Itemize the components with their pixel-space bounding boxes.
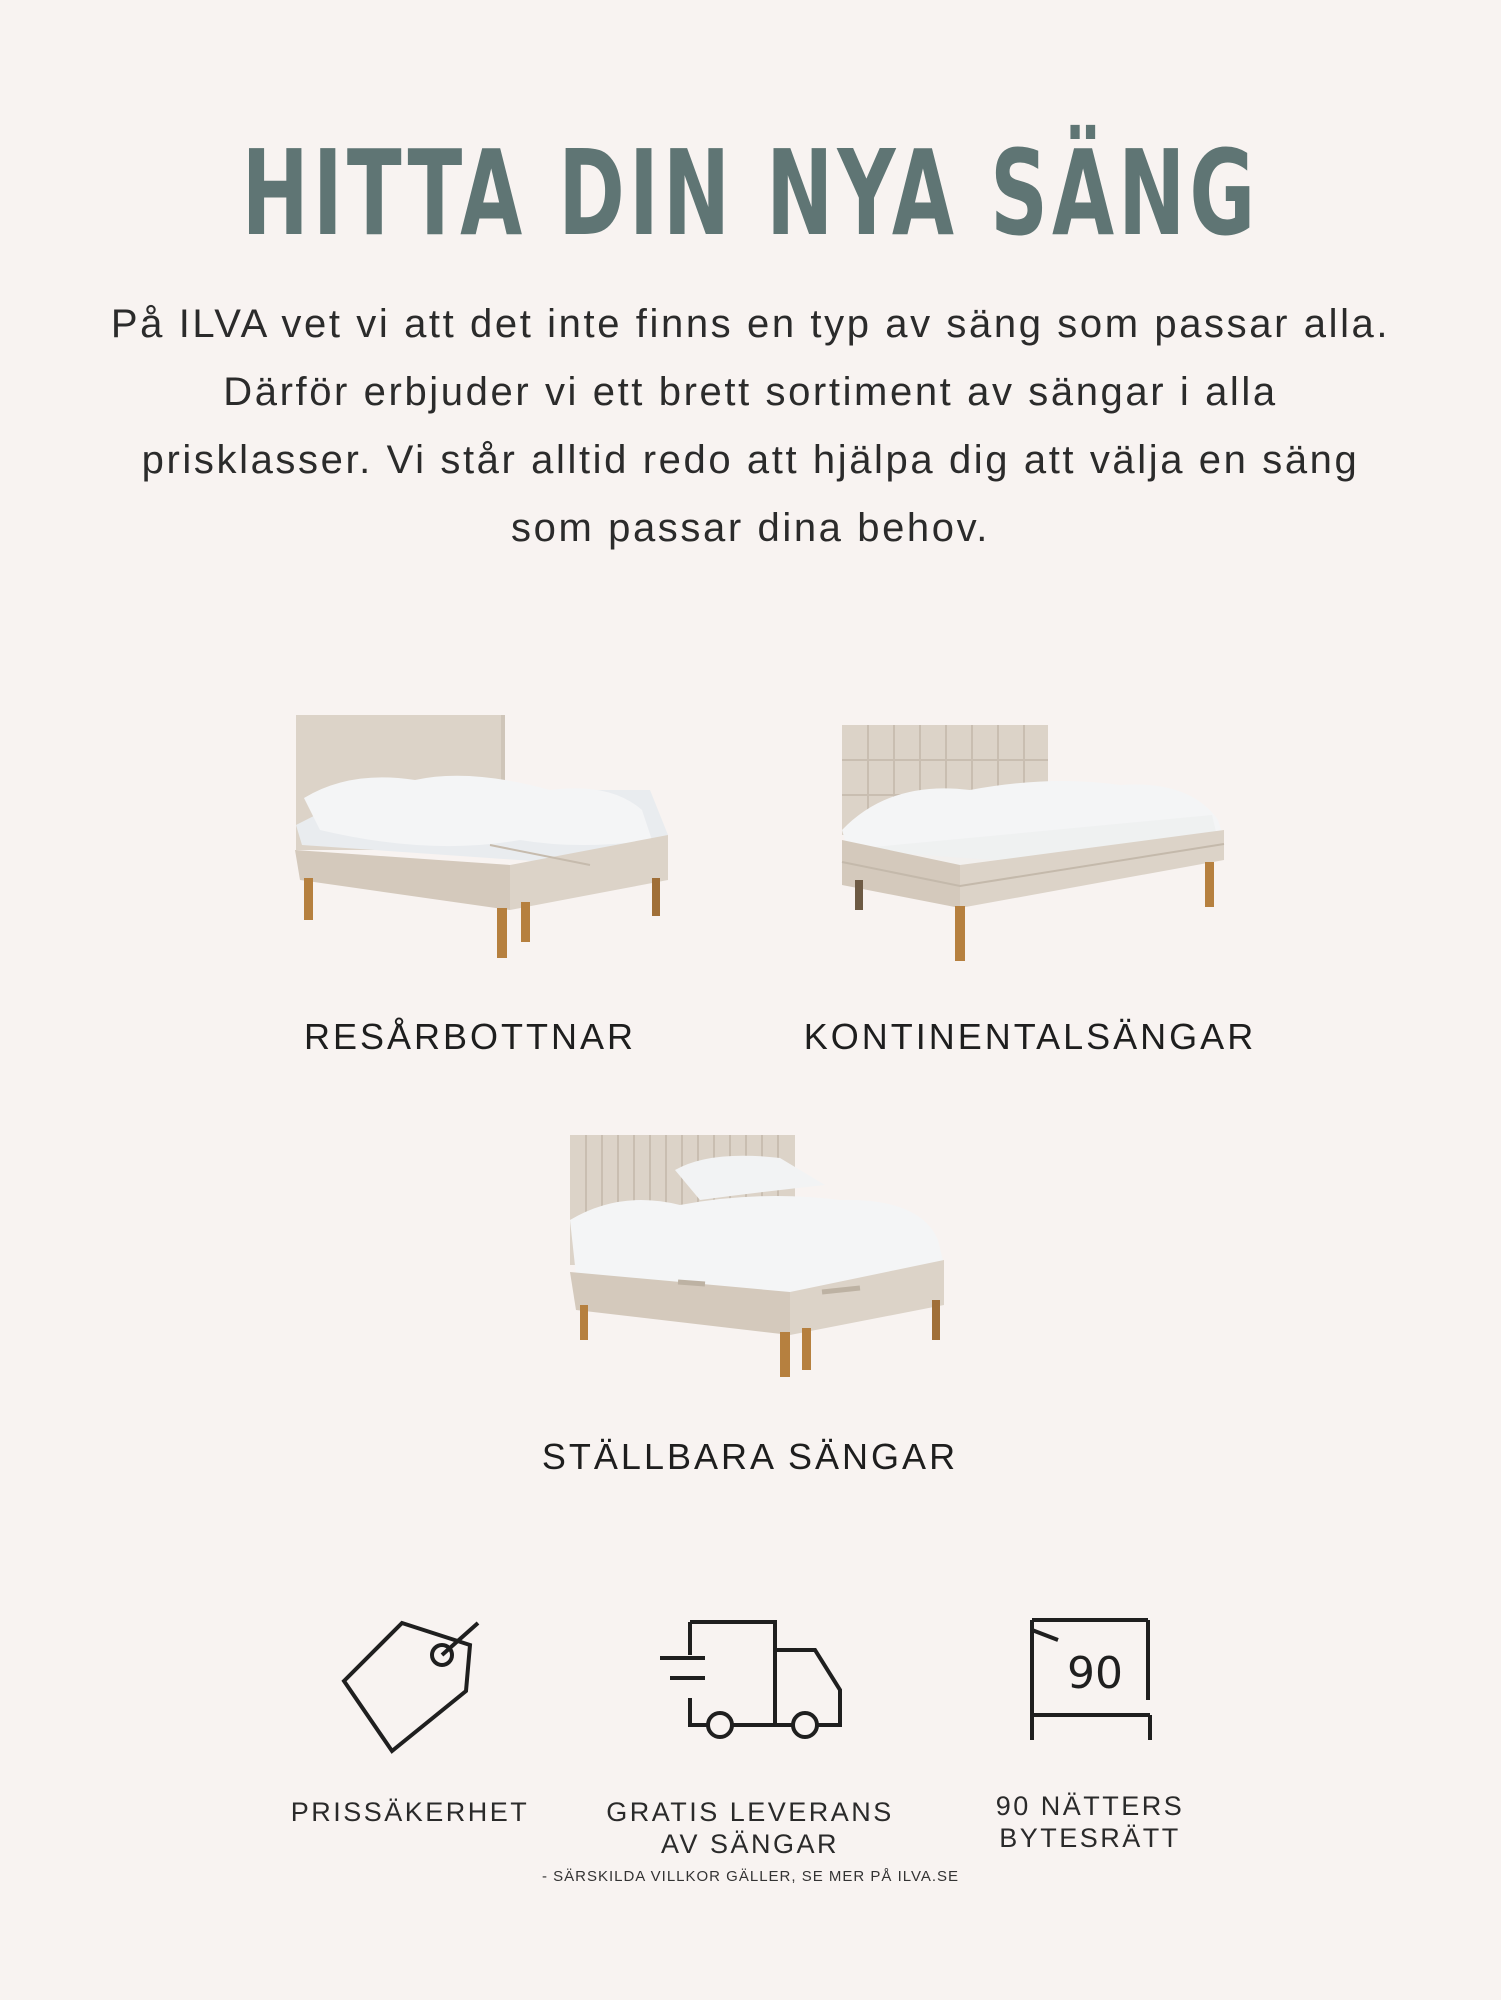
category-kontinental[interactable] (800, 680, 1260, 1058)
feature-label: GRATIS LEVERANS AV SÄNGAR (606, 1797, 894, 1859)
delivery-truck-icon (650, 1610, 850, 1760)
feature-bytesratt (940, 1610, 1240, 1854)
category-label: STÄLLBARA SÄNGAR (541, 1436, 959, 1477)
feature-prissakerhet (260, 1610, 560, 1828)
intro-text: På ILVA vet vi att det inte finns en typ av säng som passar alla. Därför erbjuder vi ett brett sortiment av sängar i alla prisklasser. Vi står alltid redo att hjälpa dig att välja en säng som passar dina behov. (110, 302, 1391, 550)
page-title: HITTA DIN NYA SÄNG (241, 124, 1260, 262)
category-stallbara[interactable] (520, 1100, 980, 1478)
feature-label: PRISSÄKERHET (290, 1797, 530, 1827)
bed-stallbar-image (540, 1100, 960, 1390)
90-text: 90 (1067, 1648, 1123, 1699)
bed-kontinental-image (820, 680, 1240, 970)
footnote: - SÄRSKILDA VILLKOR GÄLLER, SE MER PÅ ILVA.SE (541, 1868, 960, 1885)
bed-resarbottnar-image (260, 680, 680, 970)
category-label: KONTINENTALSÄNGAR (803, 1016, 1257, 1057)
category-resarbottnar[interactable] (240, 680, 700, 1058)
feature-leverans (600, 1610, 900, 1860)
90-nights-bed-icon (1010, 1610, 1170, 1760)
feature-label: 90 NÄTTERS BYTESRÄTT (995, 1791, 1185, 1853)
price-tag-icon (330, 1610, 490, 1760)
category-label: RESÅRBOTTNAR (303, 1016, 637, 1057)
